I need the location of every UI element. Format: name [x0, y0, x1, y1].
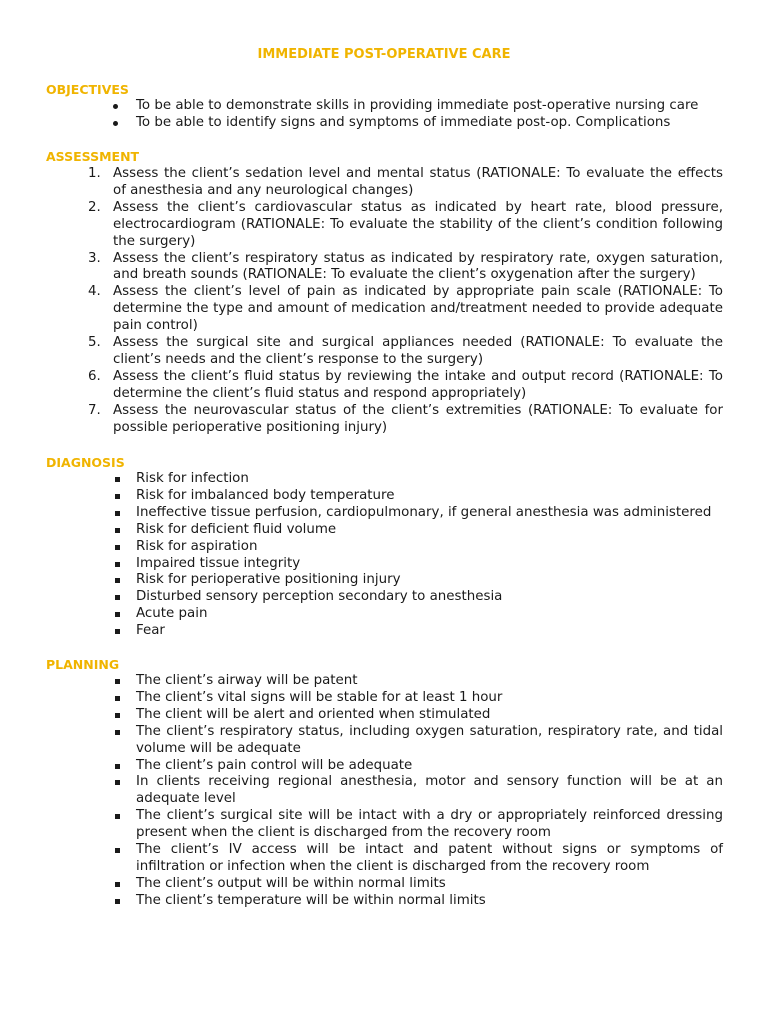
square-bullet-icon	[115, 629, 120, 634]
list-item: Risk for imbalanced body temperature	[0, 488, 768, 505]
list-item: The client’s airway will be patent	[0, 673, 768, 690]
list-item: 1. Assess the client’s sedation level and mental status (RATIONALE: To evaluate the effects of anesthesia and any neurological changes)	[88, 166, 723, 198]
planning-heading: PLANNING	[46, 657, 120, 672]
list-item: Ineffective tissue perfusion, cardiopulmonary, if general anesthesia was administered	[0, 505, 768, 522]
list-item: Fear	[0, 623, 768, 640]
diagnosis-heading: DIAGNOSIS	[46, 455, 125, 470]
square-bullet-icon	[115, 899, 120, 904]
square-bullet-icon	[115, 679, 120, 684]
list-item: To be able to demonstrate skills in providing immediate post-operative nursing care	[0, 98, 768, 115]
square-bullet-icon	[115, 882, 120, 887]
square-bullet-icon	[115, 562, 120, 567]
list-item: The client will be alert and oriented when stimulated	[0, 707, 768, 724]
list-item: 4. Assess the client’s level of pain as indicated by appropriate pain scale (RATIONALE: To determine the type and amount of medication and/treatment needed to provide adequate pain control)	[88, 284, 723, 334]
square-bullet-icon	[115, 595, 120, 600]
list-item: Acute pain	[0, 606, 768, 623]
square-bullet-icon	[115, 545, 120, 550]
list-item: The client’s temperature will be within normal limits	[0, 893, 768, 910]
list-item: The client’s output will be within normal limits	[0, 876, 768, 893]
bullet-icon	[113, 104, 118, 109]
list-item: The client’s pain control will be adequate	[0, 758, 768, 775]
square-bullet-icon	[115, 477, 120, 482]
list-item: 3. Assess the client’s respiratory status as indicated by respiratory rate, oxygen saturation, and breath sounds (RATIONALE: To evaluate the client’s oxygenation after the surgery)	[88, 250, 723, 283]
square-bullet-icon	[115, 494, 120, 499]
list-item: Risk for infection	[0, 471, 768, 488]
assessment-list	[0, 166, 768, 437]
list-item: The client’s surgical site will be intact with a dry or appropriately reinforced dressing present when the client is discharged from the recovery room	[0, 808, 768, 842]
list-item: To be able to identify signs and symptoms of immediate post-op. Complications	[0, 115, 768, 132]
square-bullet-icon	[115, 612, 120, 617]
page-title: IMMEDIATE POST-OPERATIVE CARE	[257, 47, 511, 62]
list-item: Impaired tissue integrity	[0, 556, 768, 573]
planning-list	[0, 673, 768, 910]
list-item: The client’s respiratory status, including oxygen saturation, respiratory rate, and tidal volume will be adequate	[0, 724, 768, 758]
objectives-list	[0, 98, 768, 132]
square-bullet-icon	[115, 730, 120, 735]
square-bullet-icon	[115, 713, 120, 718]
square-bullet-icon	[115, 814, 120, 819]
list-item: The client’s vital signs will be stable for at least 1 hour	[0, 690, 768, 707]
list-item: 2. Assess the client’s cardiovascular status as indicated by heart rate, blood pressure, electrocardiogram (RATIONALE: To evaluate the stability of the client’s condition following the surgery)	[88, 199, 723, 249]
bullet-icon	[113, 121, 118, 126]
list-item: 5. Assess the surgical site and surgical appliances needed (RATIONALE: To evaluate the client’s needs and the client’s response to the surgery)	[88, 335, 723, 367]
square-bullet-icon	[115, 578, 120, 583]
list-item: Disturbed sensory perception secondary to anesthesia	[0, 589, 768, 606]
square-bullet-icon	[115, 528, 120, 533]
list-item: The client’s IV access will be intact and patent without signs or symptoms of infiltration or infection when the client is discharged from the recovery room	[0, 842, 768, 876]
square-bullet-icon	[115, 511, 120, 516]
square-bullet-icon	[115, 848, 120, 853]
diagnosis-list	[0, 471, 768, 640]
list-item: Risk for perioperative positioning injury	[0, 572, 768, 589]
list-item: 7. Assess the neurovascular status of the client’s extremities (RATIONALE: To evaluate for possible perioperative positioning injury)	[88, 402, 723, 435]
assessment-heading: ASSESSMENT	[46, 149, 140, 164]
list-item: 6. Assess the client’s fluid status by reviewing the intake and output record (RATIONALE: To determine the client’s fluid status and respond appropriately)	[88, 368, 723, 401]
square-bullet-icon	[115, 764, 120, 769]
list-item: In clients receiving regional anesthesia, motor and sensory function will be at an adequate level	[0, 774, 768, 808]
list-item: Risk for deficient fluid volume	[0, 522, 768, 539]
square-bullet-icon	[115, 780, 120, 785]
objectives-heading: OBJECTIVES	[46, 82, 129, 97]
square-bullet-icon	[115, 696, 120, 701]
list-item: Risk for aspiration	[0, 539, 768, 556]
